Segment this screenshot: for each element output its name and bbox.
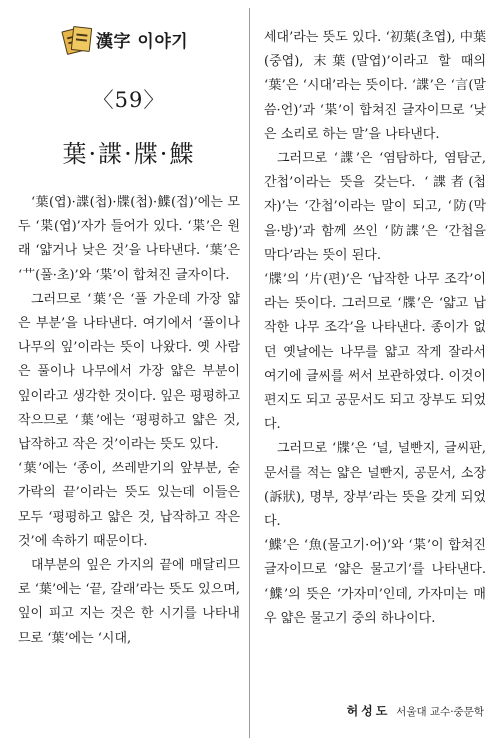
column-brand: 漢字 이야기 xyxy=(96,31,189,52)
right-column xyxy=(252,0,500,631)
body-text-left xyxy=(18,191,240,651)
paragraph-part-1: 대부분의 잎은 가지의 끝에 매달리므로 ‘葉’에는 ‘끝, 갈래’라는 뜻도 있으며, 잎이 피고 지는 것은 한 시기를 나타내므로 ‘葉’에는 ‘시대, xyxy=(18,558,240,646)
paragraph: ‘鰈’은 ‘魚(물고기·어)’와 ‘枼’이 합쳐진 글자이므로 ‘얇은 물고기’를 나타낸다. ‘鰈’의 뜻은 ‘가자미’인데, 가자미는 매우 얇은 물고기 중의 하나이다. xyxy=(264,538,486,626)
paper-sheets-icon xyxy=(62,25,92,53)
article-number: 〈59〉 xyxy=(92,88,166,112)
paragraph: 그러므로 ‘葉’은 ‘풀 가운데 가장 얇은 부분’을 나타낸다. 여기에서 ‘풀이나 나무의 잎’이라는 뜻이 나왔다. 옛 사람은 풀이나 나무에서 가장 얇은 부분이 잎이라고 생각한 것이다. 잎은 평평하고 작으므로 ‘葉’에는 ‘평평하고 얇은 것, 납작하고 작은 것’이라는 뜻도 있다. xyxy=(18,291,240,453)
paragraph: ‘葉(엽)·諜(첩)·牒(첩)·鰈(접)’에는 모두 ‘枼(엽)’자가 들어가 있다. ‘枼’은 원래 ‘얇거나 낮은 것’을 나타낸다. ‘葉’은 ‘艹(풀·초)’와 ‘枼’이 합쳐진 글자이다. xyxy=(18,195,240,283)
paragraph xyxy=(18,554,240,651)
author-byline xyxy=(347,702,484,719)
paragraph: ‘葉’에는 ‘종이, 쓰레받기의 앞부분, 숟가락의 끝’이라는 뜻도 있는데 이들은 모두 ‘평평하고 얇은 것, 납작하고 작은 것’에 속하기 때문이다. xyxy=(18,461,240,549)
article-title: 葉·諜·牒·鰈 xyxy=(62,140,196,168)
author-name: 허성도 xyxy=(346,704,391,718)
column-divider xyxy=(249,8,250,738)
paragraph: 그러므로 ‘牒’은 ‘널, 널빤지, 글씨판, 문서를 적는 얇은 널빤지, 공문서, 소장(訴狀), 명부, 장부’라는 뜻을 갖게 되었다. xyxy=(264,441,486,530)
paragraph-continued: 세대’라는 뜻도 있다. ‘初葉(초엽), 中葉(중엽), 末葉(말엽)’이라고 할 때의 ‘葉’은 ‘시대’라는 뜻이다. ‘諜’은 ‘言(말씀·언)’과 ‘枼’이 합쳐진 글자이므로 ‘낮은 소리로 하는 말’을 나타낸다. xyxy=(264,30,486,142)
paragraph: ‘牒’의 ‘片(편)’은 ‘납작한 나무 조각’이라는 뜻이다. 그러므로 ‘牒’은 ‘얇고 납작한 나무 조각’을 나타낸다. 종이가 없던 옛날에는 나무를 얇고 작게 잘라서 여기에 글씨를 써서 보관하였다. 이것이 편지도 되고 공문서도 되고 장부도 되었다. xyxy=(264,272,486,433)
body-text-right xyxy=(264,26,486,631)
left-column xyxy=(0,0,250,651)
column-header xyxy=(62,22,240,56)
author-affiliation: 서울대 교수·중문학 xyxy=(396,706,484,718)
paragraph: 그러므로 ‘諜’은 ‘염탐하다, 염탐군, 간첩’이라는 뜻을 갖는다. ‘諜者(첩자)’는 ‘간첩’이라는 말이 되고, ‘防(막을·방)’과 함께 쓰인 ‘防諜’은 ‘간첩을 막다’라는 뜻이 된다. xyxy=(264,151,486,263)
